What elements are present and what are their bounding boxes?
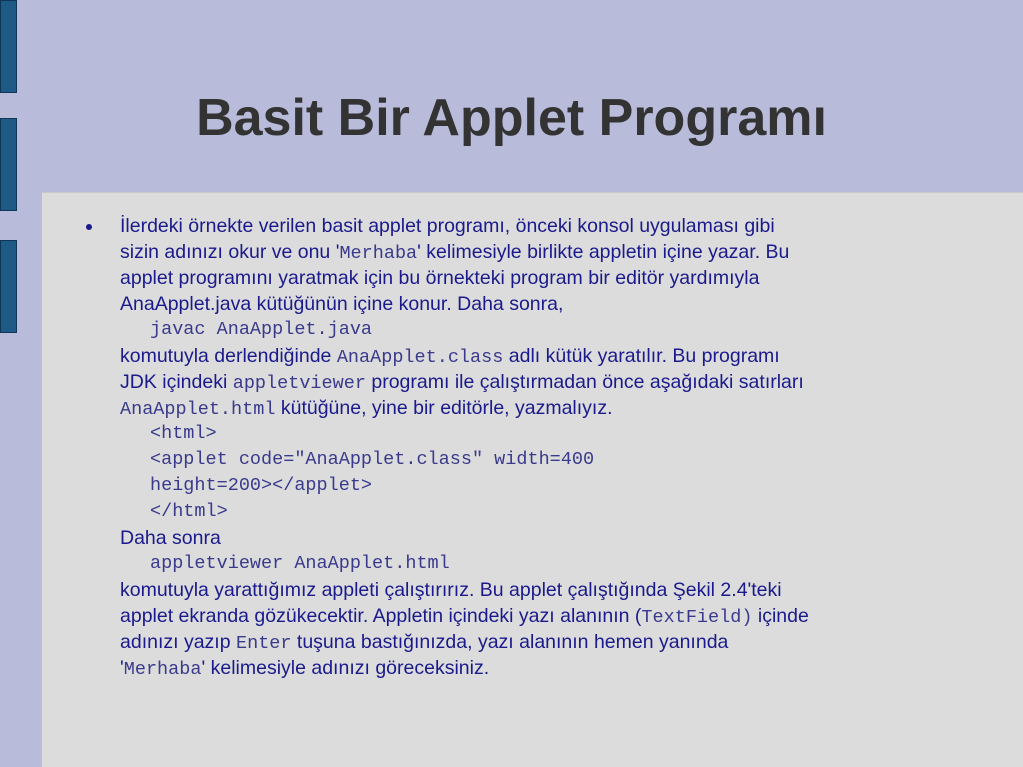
body-line: 'Merhaba' kelimesiyle adınızı göreceksiniz.: [120, 657, 490, 680]
body-line: AnaApplet.java kütüğünün içine konur. Daha sonra,: [120, 293, 564, 315]
body-line: adınızı yazıp Enter tuşuna bastığınızda, yazı alanının hemen yanında: [120, 631, 729, 654]
body-line: Daha sonra: [120, 527, 221, 549]
body-line: applet ekranda gözükecektir. Appletin içindeki yazı alanının (TextField) içinde: [120, 605, 809, 628]
code-inline: Enter: [235, 633, 292, 654]
body-line: komutuyla yarattığımız appleti çalıştırırız. Bu applet çalıştığında Şekil 2.4'teki: [120, 579, 782, 601]
code-line: javac AnaApplet.java: [150, 319, 373, 340]
body-line: JDK içindeki appletviewer programı ile çalıştırmadan önce aşağıdaki satırları: [120, 371, 804, 394]
body-line: İlerdeki örnekte verilen basit applet programı, önceki konsol uygulaması gibi: [120, 215, 775, 237]
code-line: appletviewer AnaApplet.html: [150, 553, 450, 574]
code-inline: AnaApplet.html: [120, 399, 276, 420]
body-line: sizin adınızı okur ve onu 'Merhaba' kelimesiyle birlikte appletin içine yazar. Bu: [120, 241, 790, 264]
slide-body: [120, 213, 1000, 681]
bullet-icon: [86, 224, 92, 230]
sidebar-decoration-1: [0, 0, 17, 93]
slide-title: Basit Bir Applet Programı: [196, 89, 827, 147]
body-line: applet programını yaratmak için bu örnekteki program bir editör yardımıyla: [120, 267, 760, 289]
sidebar-decoration-3: [0, 240, 17, 333]
code-inline: Merhaba: [123, 659, 202, 680]
code-inline: appletviewer: [232, 373, 366, 394]
code-line: </html>: [150, 501, 228, 522]
body-line: AnaApplet.html kütüğüne, yine bir editörle, yazmalıyız.: [120, 397, 613, 420]
code-inline: TextField): [641, 607, 753, 628]
code-line: height=200></applet>: [150, 475, 373, 496]
body-line: komutuyla derlendiğinde AnaApplet.class adlı kütük yaratılır. Bu programı: [120, 345, 780, 368]
code-inline: AnaApplet.class: [336, 347, 504, 368]
code-line: <html>: [150, 423, 217, 444]
code-line: <applet code="AnaApplet.class" width=400: [150, 449, 595, 470]
code-inline: Merhaba: [339, 243, 418, 264]
